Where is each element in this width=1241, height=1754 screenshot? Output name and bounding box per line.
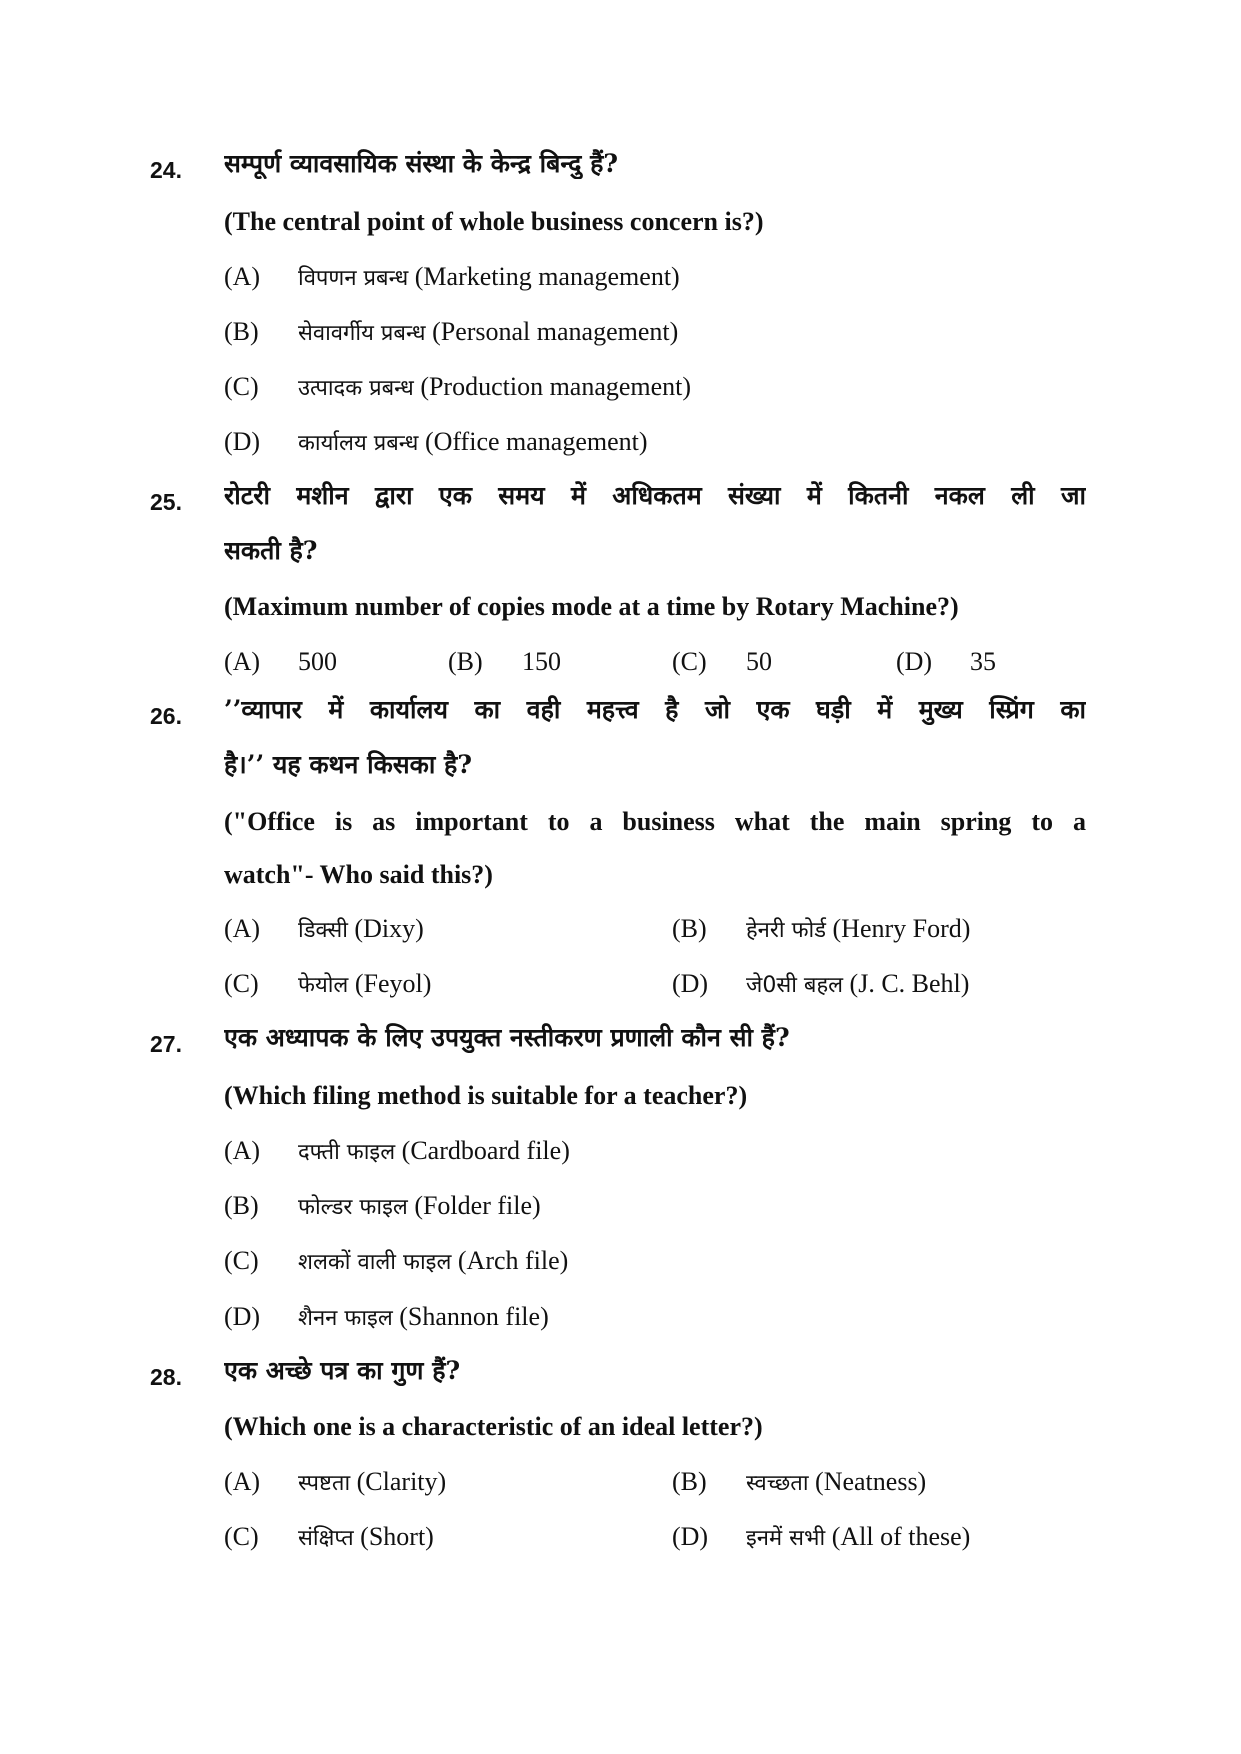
question-number: 26. (150, 703, 182, 729)
option-label: (B) (224, 1191, 259, 1220)
option-english: (Henry Ford) (832, 914, 971, 943)
option-label: (B) (672, 1467, 707, 1496)
option-hindi: हेनरी फोर्ड (746, 918, 827, 943)
option-label: (D) (672, 1522, 709, 1551)
option-label: (C) (224, 372, 259, 401)
option-label: (A) (224, 647, 261, 676)
option-label: (A) (224, 1136, 261, 1165)
option-value: 50 (746, 647, 772, 676)
question-hindi-text: रोटरी मशीन द्वारा एक समय में अधिकतम संख्या में कितनी नकल ली जा (224, 481, 1086, 510)
option-label: (A) (224, 262, 261, 291)
option-label: (C) (672, 647, 707, 676)
option-value: 500 (298, 647, 337, 676)
option-english: (Production management) (420, 372, 692, 401)
question-hindi-text: एक अच्छे पत्र का गुण हैं? (224, 1356, 461, 1385)
option-english: (Marketing management) (414, 262, 680, 291)
option-hindi: फोल्डर फाइल (298, 1195, 408, 1220)
option-hindi: कार्यालय प्रबन्ध (298, 431, 419, 456)
option-english: (Shannon file) (399, 1302, 549, 1331)
option-b (672, 913, 970, 947)
option-hindi: दफ्ती फाइल (298, 1140, 396, 1165)
option-a (224, 646, 337, 678)
option-d (896, 646, 996, 678)
option-hindi: फेयोल (298, 973, 349, 998)
option-label: (B) (672, 914, 707, 943)
option-value: 150 (522, 647, 561, 676)
question-hindi-text: ’’व्यापार में कार्यालय का वही महत्त्व है जो एक घड़ी में मुख्य स्प्रिंग का (224, 695, 1086, 724)
question-hindi-text: एक अध्यापक के लिए उपयुक्त नस्तीकरण प्रणाली कौन सी हैं? (224, 1023, 790, 1052)
question-hindi-text: सम्पूर्ण व्यावसायिक संस्था के केन्द्र बिन्दु हैं? (224, 149, 618, 178)
option-english: (Folder file) (414, 1191, 541, 1220)
option-label: (C) (224, 1246, 259, 1275)
question-number: 25. (150, 489, 182, 515)
option-value: 35 (970, 647, 996, 676)
question-number: 28. (150, 1364, 182, 1390)
option-hindi: स्वच्छता (746, 1471, 809, 1496)
option-hindi: जे0सी बहल (746, 973, 844, 998)
option-b (672, 1466, 926, 1500)
question-english-text: ("Office is as important to a business what the main spring to a (224, 807, 1086, 836)
option-b (224, 316, 678, 350)
question-number: 24. (150, 157, 182, 183)
option-hindi: विपणन प्रबन्ध (298, 266, 409, 291)
option-c (224, 1521, 434, 1555)
option-label: (C) (224, 1522, 259, 1551)
option-english: (Office management) (424, 427, 648, 456)
question-number: 27. (150, 1031, 182, 1057)
option-a (224, 1466, 446, 1500)
option-hindi: संक्षिप्त (298, 1526, 354, 1551)
option-hindi: शैनन फाइल (298, 1306, 393, 1331)
option-english: (Short) (360, 1522, 434, 1551)
option-hindi: सेवावर्गीय प्रबन्ध (298, 321, 426, 346)
option-a (224, 261, 680, 295)
option-b (224, 1190, 541, 1224)
option-hindi: स्पष्टता (298, 1471, 351, 1496)
question-hindi-text: है।’’ यह कथन किसका है? (224, 750, 472, 779)
question-english-text: (Maximum number of copies mode at a time by Rotary Machine?) (224, 592, 959, 621)
option-hindi: डिक्सी (298, 918, 348, 943)
option-english: (Feyol) (354, 969, 432, 998)
option-label: (D) (672, 969, 709, 998)
question-english-text: watch"- Who said this?) (224, 860, 493, 889)
option-english: (Neatness) (815, 1467, 927, 1496)
option-label: (B) (224, 317, 259, 346)
option-hindi: शलकों वाली फाइल (298, 1250, 452, 1275)
option-d (672, 968, 969, 1002)
option-hindi: इनमें सभी (746, 1526, 826, 1551)
option-english: (Personal management) (432, 317, 679, 346)
option-label: (A) (224, 1467, 261, 1496)
option-english: (Clarity) (356, 1467, 447, 1496)
option-english: (J. C. Behl) (849, 969, 970, 998)
option-label: (D) (224, 1302, 261, 1331)
option-c (224, 968, 431, 1002)
option-d (224, 426, 648, 460)
option-label: (D) (224, 427, 261, 456)
option-english: (Arch file) (457, 1246, 569, 1275)
option-a (224, 913, 424, 947)
option-english: (Cardboard file) (401, 1136, 570, 1165)
option-d (672, 1521, 970, 1555)
option-c (224, 1245, 568, 1279)
option-c (672, 646, 772, 678)
question-english-text: (Which one is a characteristic of an ideal letter?) (224, 1412, 763, 1441)
option-c (224, 371, 691, 405)
question-hindi-text: सकती है? (224, 536, 318, 565)
question-english-text: (The central point of whole business concern is?) (224, 207, 764, 236)
option-hindi: उत्पादक प्रबन्ध (298, 376, 414, 401)
option-english: (All of these) (831, 1522, 971, 1551)
option-english: (Dixy) (354, 914, 424, 943)
option-b (448, 646, 561, 678)
option-label: (D) (896, 647, 933, 676)
option-a (224, 1135, 570, 1169)
option-label: (B) (448, 647, 483, 676)
option-d (224, 1301, 549, 1335)
question-english-text: (Which filing method is suitable for a teacher?) (224, 1081, 748, 1110)
option-label: (A) (224, 914, 261, 943)
option-label: (C) (224, 969, 259, 998)
